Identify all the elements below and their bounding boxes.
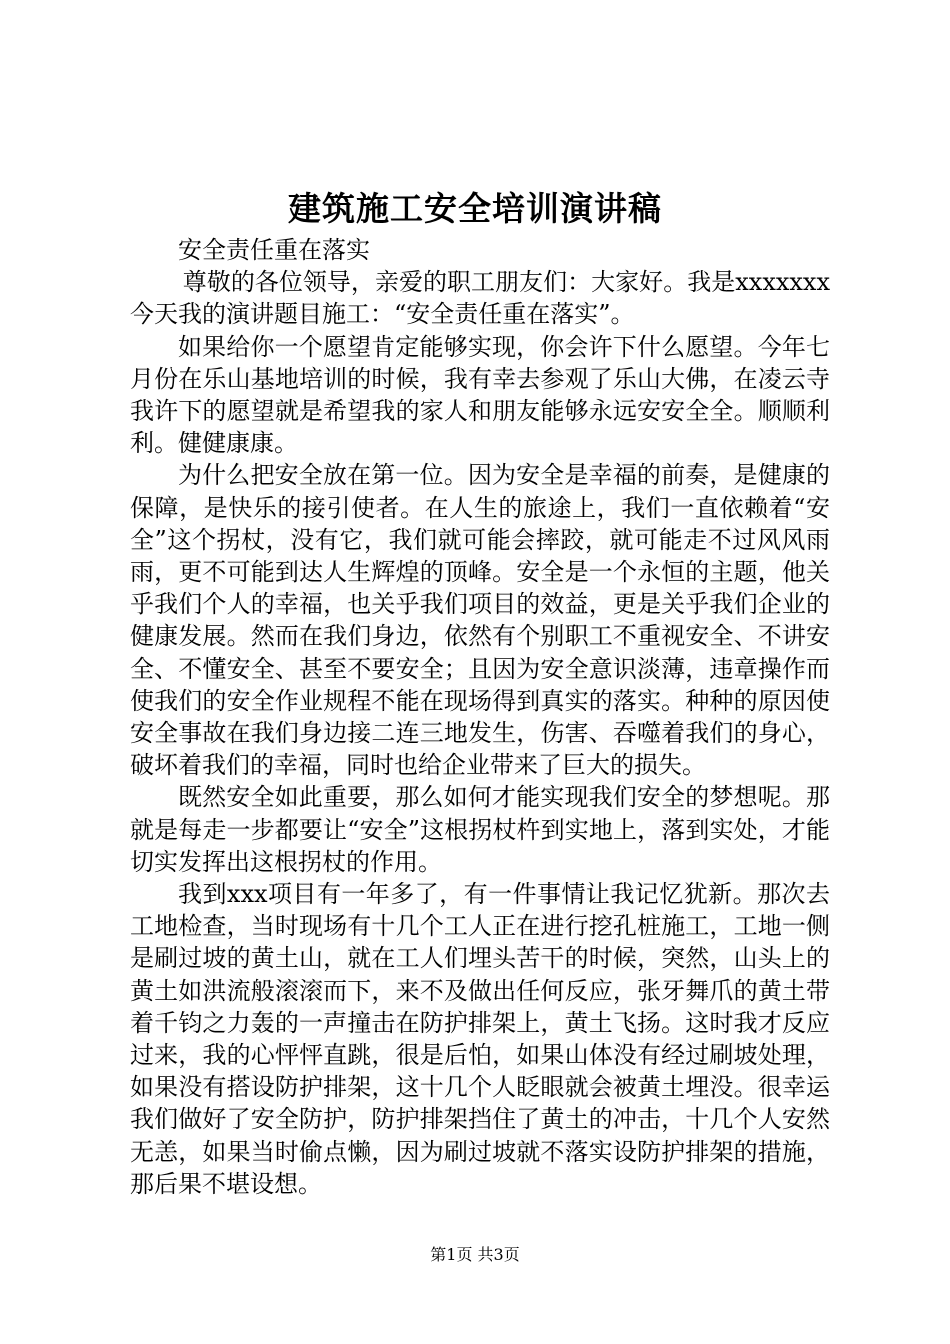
document-title: 建筑施工安全培训演讲稿 [288,189,662,228]
paragraph-wish: 如果给你一个愿望肯定能够实现，你会许下什么愿望。今年七月份在乐山基地培训的时候，我有幸去参观了乐山大佛，在凌云寺我许下的愿望就是希望我的家人和朋友能够永远安安全全。顺顺利利。健健康康。 [130,332,830,458]
document-subtitle: 安全责任重在落实 [178,236,370,264]
paragraph-greeting: 尊敬的各位领导，亲爱的职工朋友们：大家好。我是xxxxxxx今天我的演讲题目施工：“安全责任重在落实”。 [130,268,830,329]
paragraph-why-safety: 为什么把安全放在第一位。因为安全是幸福的前奏，是健康的保障，是快乐的接引使者。在人生的旅途上，我们一直依赖着“安全”这个拐杖，没有它，我们就可能会摔跤，就可能走不过风风雨雨，更不可能到达人生辉煌的顶峰。安全是一个永恒的主题，他关乎我们个人的幸福，也关乎我们项目的效益，更是关乎我们企业的健康发展。然而在我们身边，依然有个别职工不重视安全、不讲安全、不懂安全、甚至不要安全；且因为安全意识淡薄，违章操作而使我们的安全作业规程不能在现场得到真实的落实。种种的原因使安全事故在我们身边接二连三地发生，伤害、吞噬着我们的身心，破坏着我们的幸福，同时也给企业带来了巨大的损失。 [130,461,830,780]
document-body [130,234,830,1200]
paragraph-how-achieve: 既然安全如此重要，那么如何才能实现我们安全的梦想呢。那就是每走一步都要让“安全”这根拐杖杵到实地上，落到实处，才能切实发挥出这根拐杖的作用。 [130,783,830,876]
page-number-footer: 第1页 共3页 [430,1245,520,1264]
paragraph-story: 我到xxx项目有一年多了，有一件事情让我记忆犹新。那次去工地检查，当时现场有十几个工人正在进行挖孔桩施工，工地一侧是刷过坡的黄土山，就在工人们埋头苦干的时候，突然，山头上的黄土如洪流般滚滚而下，来不及做出任何反应，张牙舞爪的黄土带着千钧之力轰的一声撞击在防护排架上，黄土飞扬。这时我才反应过来，我的心怦怦直跳，很是后怕，如果山体没有经过刷坡处理，如果没有搭设防护排架，这十几个人眨眼就会被黄土埋没。很幸运我们做好了安全防护，防护排架挡住了黄土的冲击，十几个人安然无恙，如果当时偷点懒，因为刷过坡就不落实设防护排架的措施，那后果不堪设想。 [130,880,830,1198]
